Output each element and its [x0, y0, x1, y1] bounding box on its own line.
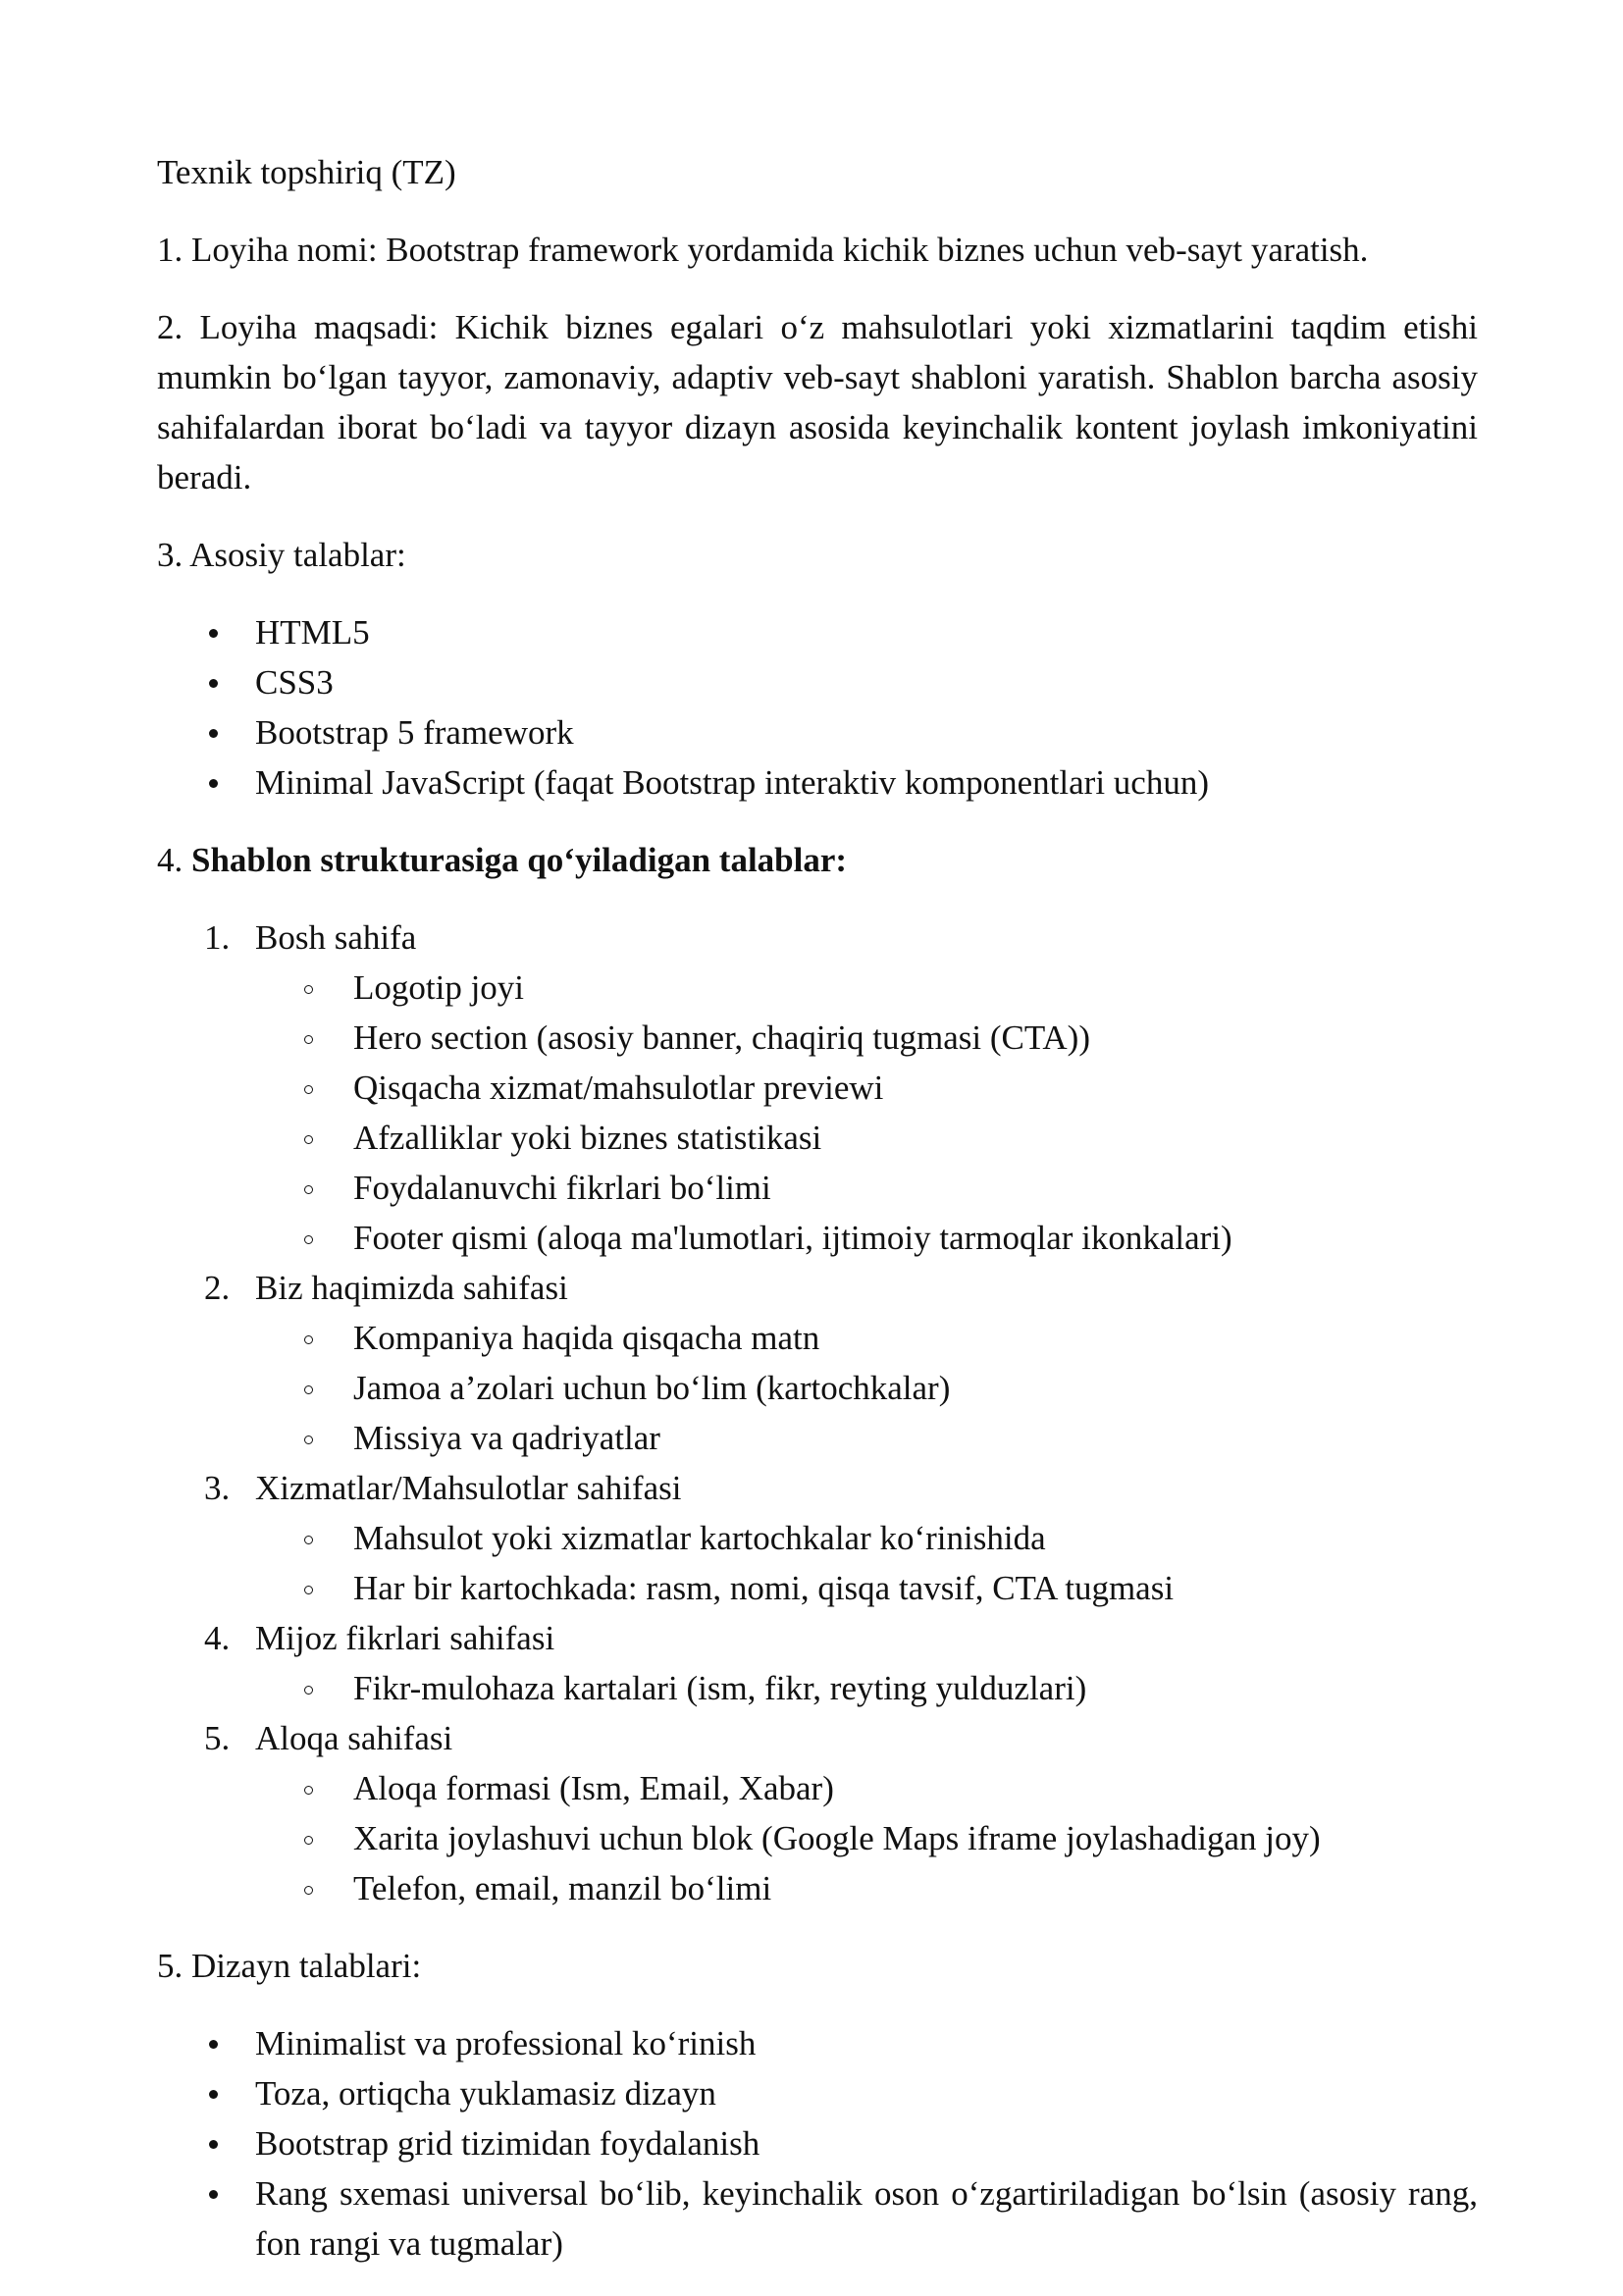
list-item: Minimal JavaScript (faqat Bootstrap interaktiv komponentlari uchun) [157, 757, 1478, 808]
list-item: Telefon, email, manzil bo‘limi [255, 1863, 1478, 1913]
list-item: Xarita joylashuvi uchun blok (Google Maps iframe joylashadigan joy) [255, 1813, 1478, 1863]
page-item-home [157, 913, 1478, 1263]
page-title: Biz haqimizda sahifasi [255, 1269, 568, 1307]
page-number: 5. [204, 1719, 231, 1757]
document-page [157, 147, 1478, 2296]
list-item: Rang sxemasi universal bo‘lib, keyinchalik oson o‘zgartiriladigan bo‘lsin (asosiy rang, fon rangi va tugmalar) [157, 2168, 1478, 2269]
list-item: Har bir kartochkada: rasm, nomi, qisqa tavsif, CTA tugmasi [255, 1563, 1478, 1613]
design-requirements-heading: 5. Dizayn talablari: [157, 1947, 422, 1985]
list-item: Missiya va qadriyatlar [255, 1413, 1478, 1463]
list-item: Aloqa formasi (Ism, Email, Xabar) [255, 1763, 1478, 1813]
page-subitems [255, 1763, 1478, 1913]
heading-bold-text: Shablon strukturasiga qo‘yiladigan talablar: [191, 841, 848, 879]
page-item-contact [157, 1713, 1478, 1913]
project-goal-paragraph: 2. Loyiha maqsadi: Kichik biznes egalari o‘z mahsulotlari yoki xizmatlarini taqdim etishi mumkin bo‘lgan tayyor, zamonaviy, adaptiv veb-sayt shabloni yaratish. Shablon barcha asosiy sahifalardan iborat bo‘ladi va tayyor dizayn asosida keyinchalik kontent joylash imkoniyatini beradi. [157, 308, 1478, 496]
list-item: Logotip joyi [255, 963, 1478, 1013]
list-item: HTML5 [157, 607, 1478, 657]
heading-number: 4. [157, 841, 183, 879]
page-item-about [157, 1263, 1478, 1463]
list-item: Hero section (asosiy banner, chaqiriq tugmasi (CTA)) [255, 1013, 1478, 1063]
list-item: Minimalist va professional ko‘rinish [157, 2018, 1478, 2068]
page-title: Xizmatlar/Mahsulotlar sahifasi [255, 1469, 682, 1507]
project-name-paragraph: 1. Loyiha nomi: Bootstrap framework yordamida kichik biznes uchun veb-sayt yaratish. [157, 231, 1369, 269]
page-item-services [157, 1463, 1478, 1613]
page-subitems [255, 1513, 1478, 1613]
main-requirements-heading: 3. Asosiy talablar: [157, 536, 406, 574]
list-item: Fikr-mulohaza kartalari (ism, fikr, reyting yulduzlari) [255, 1663, 1478, 1713]
page-item-testimonials [157, 1613, 1478, 1713]
page-subitems [255, 1313, 1478, 1463]
page-subitems [255, 963, 1478, 1263]
page-number: 1. [204, 918, 231, 957]
document-title: Texnik topshiriq (TZ) [157, 153, 456, 191]
list-item: CSS3 [157, 657, 1478, 707]
main-requirements-list [157, 607, 1478, 808]
list-item: Jamoa a’zolari uchun bo‘lim (kartochkalar) [255, 1363, 1478, 1413]
list-item: Footer qismi (aloqa ma'lumotlari, ijtimoiy tarmoqlar ikonkalari) [255, 1213, 1478, 1263]
template-pages-list [157, 913, 1478, 1913]
page-title: Bosh sahifa [255, 918, 417, 957]
list-item: Afzalliklar yoki biznes statistikasi [255, 1113, 1478, 1163]
design-requirements-list [157, 2018, 1478, 2269]
list-item: Toza, ortiqcha yuklamasiz dizayn [157, 2068, 1478, 2118]
page-number: 4. [204, 1619, 231, 1657]
list-item: Bootstrap grid tizimidan foydalanish [157, 2118, 1478, 2168]
page-title: Aloqa sahifasi [255, 1719, 453, 1757]
page-subitems [255, 1663, 1478, 1713]
template-structure-heading [157, 835, 1478, 885]
list-item: Mahsulot yoki xizmatlar kartochkalar ko‘rinishida [255, 1513, 1478, 1563]
list-item: Qisqacha xizmat/mahsulotlar previewi [255, 1063, 1478, 1113]
list-item: Foydalanuvchi fikrlari bo‘limi [255, 1163, 1478, 1213]
page-title: Mijoz fikrlari sahifasi [255, 1619, 555, 1657]
page-number: 2. [204, 1269, 231, 1307]
list-item: Bootstrap 5 framework [157, 707, 1478, 757]
list-item: Kompaniya haqida qisqacha matn [255, 1313, 1478, 1363]
page-number: 3. [204, 1469, 231, 1507]
